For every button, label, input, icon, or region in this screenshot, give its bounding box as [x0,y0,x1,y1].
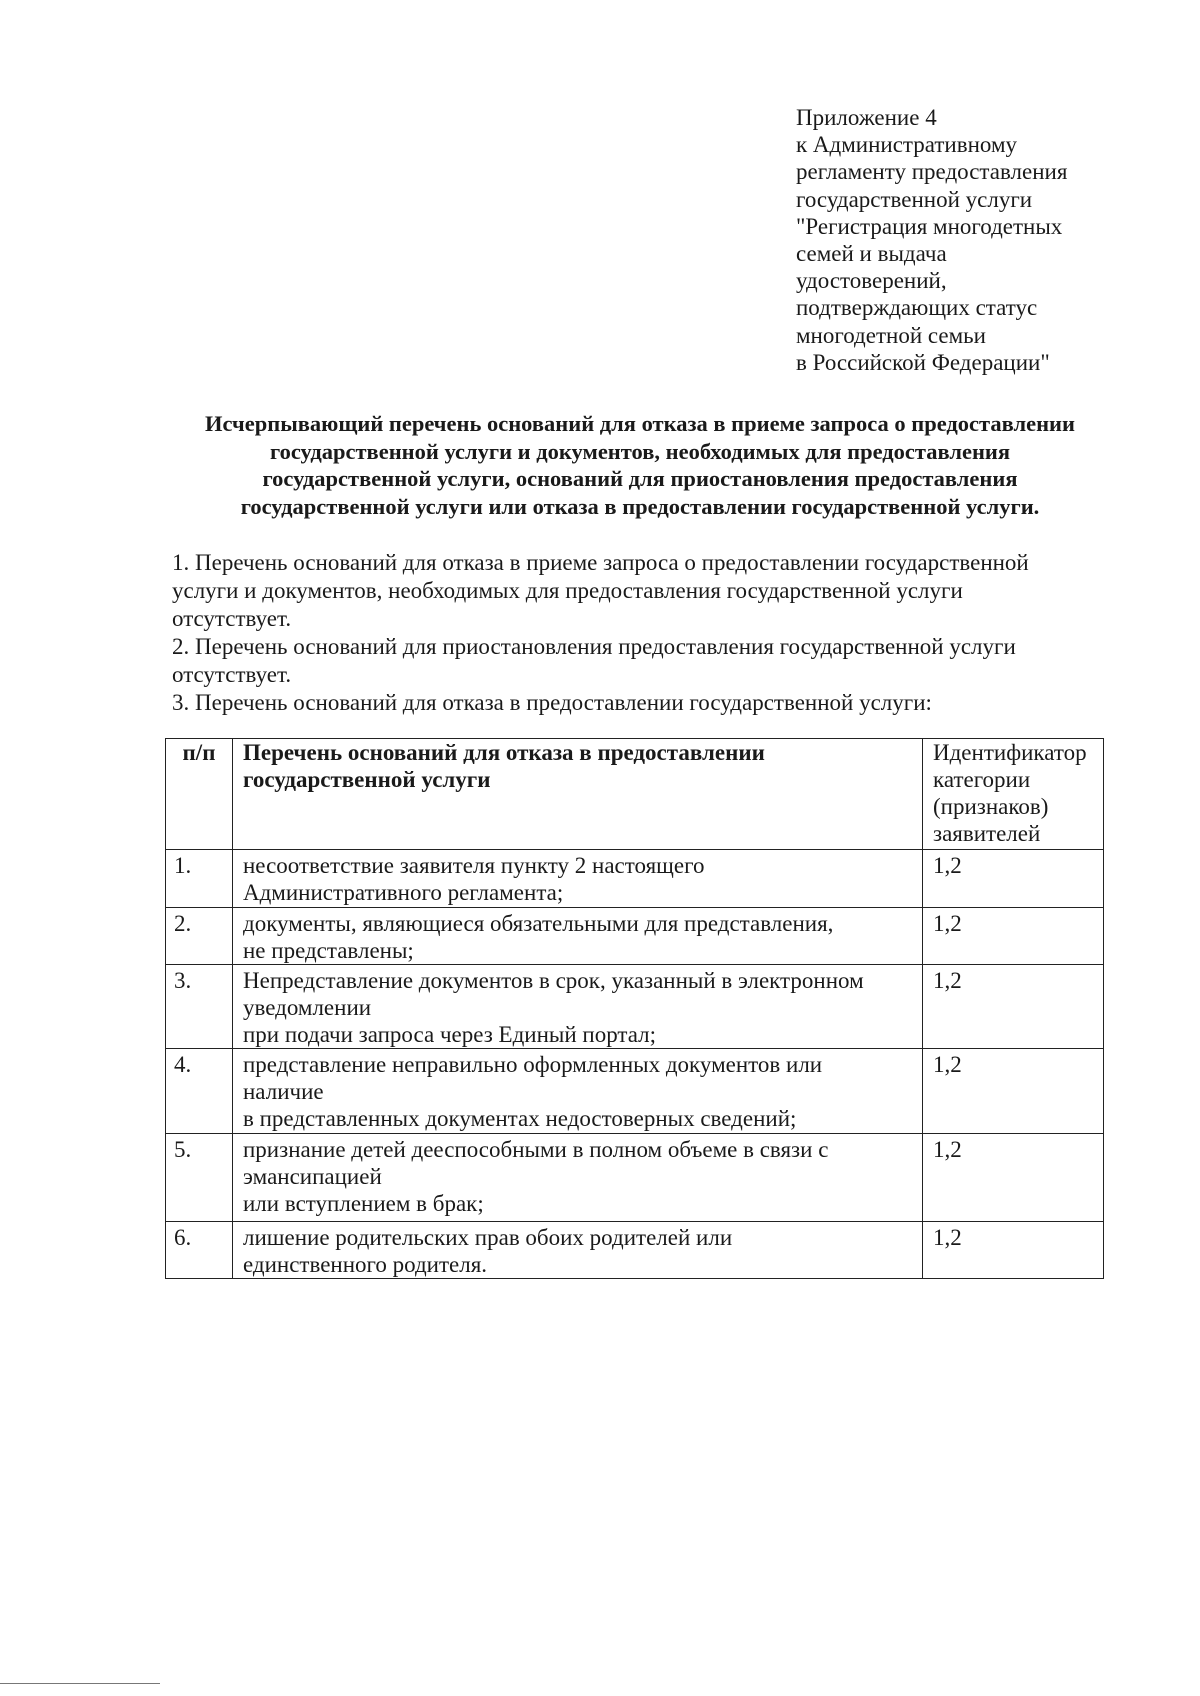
table-header-row [166,739,1104,850]
row-identifier: 1,2 [923,965,1104,1049]
annex-line: многодетной семьи [796,322,986,348]
header-identifier-line: (признаков) [933,794,1049,819]
row-identifier: 1,2 [923,850,1104,908]
row-grounds-line: эмансипацией [243,1164,382,1189]
paragraph-line: отсутствует. [172,662,292,687]
title-line: государственной услуги, оснований для приостановления предоставления [262,466,1018,491]
table-row [166,1049,1104,1134]
table-row [166,908,1104,965]
header-identifier [923,739,1104,850]
row-grounds-line: несоответствие заявителя пункту 2 настоящего [243,853,705,878]
table-row [166,1134,1104,1222]
body-paragraphs [172,549,1112,717]
row-grounds-line: представление неправильно оформленных документов или [243,1052,823,1077]
row-grounds-line: наличие [243,1079,324,1104]
annex-line: государственной услуги [796,186,1033,212]
document-title [150,410,1130,520]
annex-line: удостоверений, [796,268,947,294]
annex-line: Приложение 4 [796,105,937,130]
annex-line: семей и выдача [796,241,947,267]
paragraph-line: 3. Перечень оснований для отказа в предоставлении государственной услуги: [172,690,932,715]
row-grounds [233,908,923,965]
row-number: 6. [166,1222,233,1279]
row-grounds-line: документы, являющиеся обязательными для представления, [243,911,834,936]
table-row [166,1222,1104,1279]
annex-line: "Регистрация многодетных [796,213,1063,239]
row-grounds-line: Непредставление документов в срок, указанный в электронном [243,968,864,993]
row-identifier: 1,2 [923,908,1104,965]
header-identifier-line: категории [933,767,1031,792]
title-line: государственной услуги и документов, необходимых для предоставления [269,438,1011,464]
header-identifier-line: Идентификатор [933,740,1087,765]
row-grounds-line: лишение родительских прав обоих родителей или [243,1225,733,1250]
grounds-table [165,738,1104,1279]
row-grounds-line: или вступлением в брак; [243,1191,484,1216]
row-number: 4. [166,1049,233,1134]
row-grounds [233,1222,923,1279]
row-grounds-line: не представлены; [243,938,414,963]
row-grounds-line: Административного регламента; [243,880,564,905]
row-grounds [233,1049,923,1134]
annex-line: к Административному [796,132,1018,158]
paragraph-line: отсутствует. [172,606,292,631]
table-row [166,965,1104,1049]
row-grounds-line: уведомлении [243,995,372,1020]
row-grounds [233,1134,923,1222]
row-grounds [233,965,923,1049]
title-line: Исчерпывающий перечень оснований для отказа в приеме запроса о предоставлении [205,411,1075,436]
row-number: 2. [166,908,233,965]
scan-edge-line [0,1683,160,1684]
annex-block [796,104,1156,376]
row-number: 3. [166,965,233,1049]
row-identifier: 1,2 [923,1222,1104,1279]
paragraph-line: 1. Перечень оснований для отказа в приеме запроса о предоставлении государственной [172,550,1029,575]
row-grounds-line: при подачи запроса через Единый портал; [243,1022,657,1047]
row-identifier: 1,2 [923,1049,1104,1134]
annex-line: регламенту предоставления [796,159,1068,185]
row-grounds [233,850,923,908]
title-line: государственной услуги или отказа в предоставлении государственной услуги. [240,493,1040,519]
annex-line: подтверждающих статус [796,295,1038,321]
annex-line: в Российской Федерации" [796,349,1050,375]
row-grounds-line: единственного родителя. [243,1252,488,1277]
header-identifier-line: заявителей [933,821,1041,846]
row-identifier: 1,2 [923,1134,1104,1222]
row-grounds-line: признание детей дееспособными в полном объеме в связи с [243,1137,829,1162]
row-grounds-line: в представленных документах недостоверных сведений; [243,1106,797,1131]
header-grounds: Перечень оснований для отказа в предоставлении государственной услуги [233,739,923,850]
row-number: 5. [166,1134,233,1222]
paragraph-line: 2. Перечень оснований для приостановления предоставления государственной услуги [172,634,1016,659]
row-number: 1. [166,850,233,908]
paragraph-line: услуги и документов, необходимых для предоставления государственной услуги [172,578,963,603]
table-row [166,850,1104,908]
header-number: п/п [166,739,233,850]
